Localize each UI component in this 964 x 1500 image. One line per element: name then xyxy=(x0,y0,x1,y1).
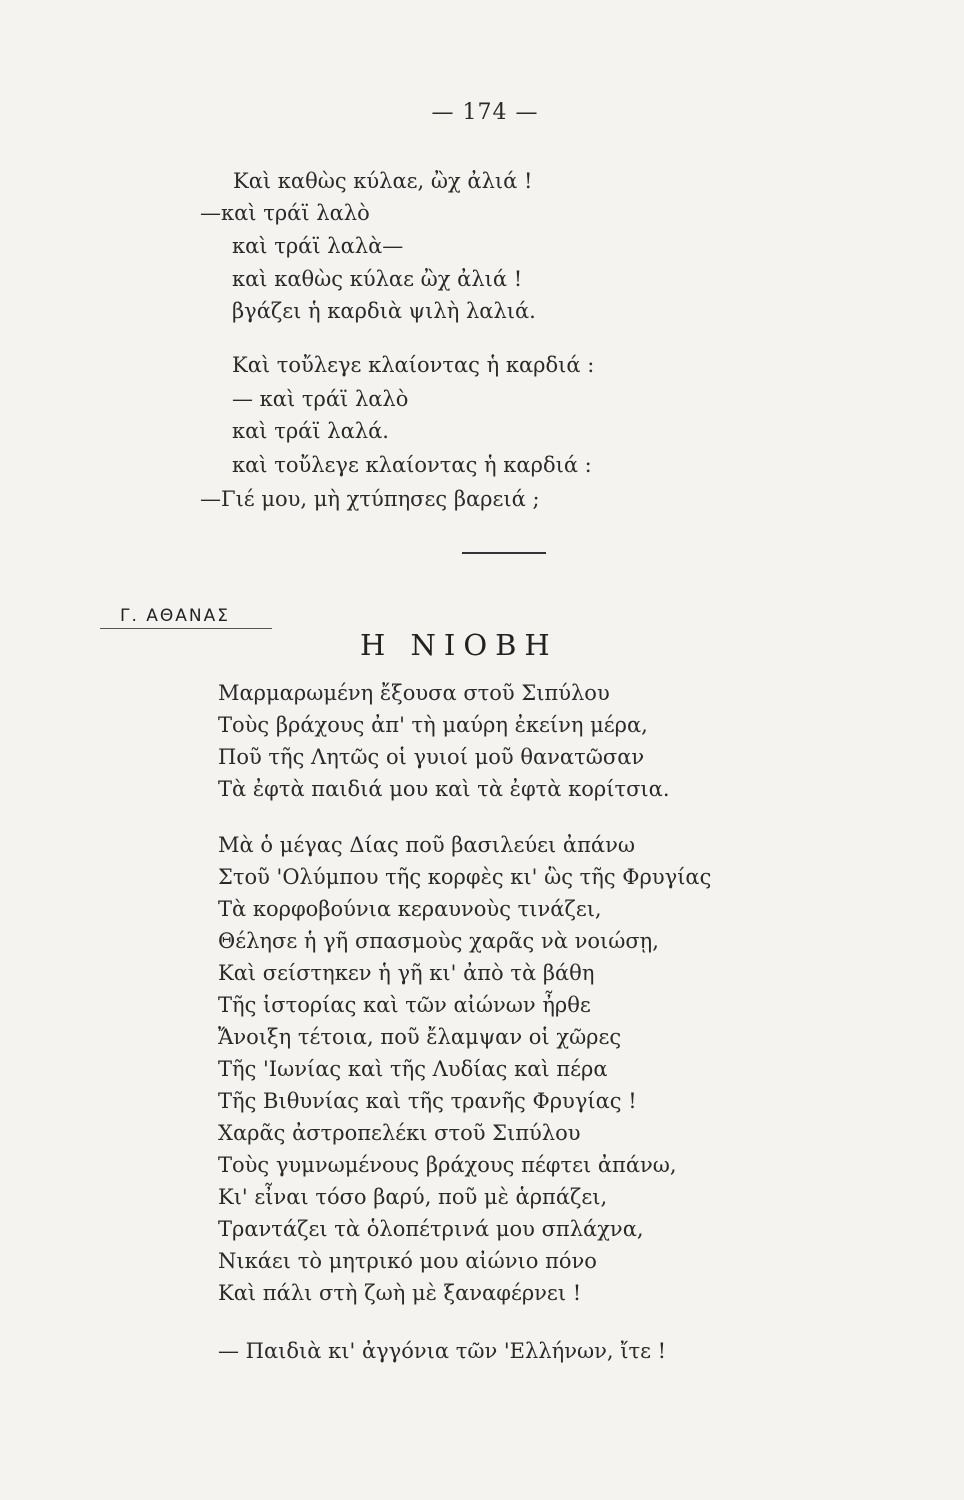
page-number: — 174 — xyxy=(431,100,539,125)
poem-closing-line: — Παιδιὰ κι' ἀγγόνια τῶν 'Ελλήνων, ἴτε ! xyxy=(218,1339,667,1363)
poem-line: Τὰ ἐφτὰ παιδιά μου καὶ τὰ ἐφτὰ κορίτσια. xyxy=(218,777,670,801)
poem-line: Νικάει τὸ μητρικό μου αἰώνιο πόνο xyxy=(218,1249,597,1273)
poem-line: Καὶ πάλι στὴ ζωὴ μὲ ξαναφέρνει ! xyxy=(218,1281,582,1305)
poem-line: Μαρμαρωμένη ἔξουσα στοῦ Σιπύλου xyxy=(218,681,610,705)
poem-line: Κι' εἶναι τόσο βαρύ, ποῦ μὲ ἁρπάζει, xyxy=(218,1185,608,1209)
poem-line: Τῆς ἱστορίας καὶ τῶν αἰώνων ἦρθε xyxy=(218,993,591,1017)
poem-line: Τῆς 'Ιωνίας καὶ τῆς Λυδίας καὶ πέρα xyxy=(218,1057,608,1081)
poem-line: Τὰ κορφοβούνια κεραυνοὺς τινάζει, xyxy=(218,897,602,921)
poem-title: Η ΝΙΟΒΗ xyxy=(360,628,558,662)
top-poem-line: καὶ τράϊ λαλά. xyxy=(232,419,389,443)
top-poem-line: — καὶ τράϊ λαλὸ xyxy=(232,387,409,411)
poem-line: Τῆς Βιθυνίας καὶ τῆς τρανῆς Φρυγίας ! xyxy=(218,1089,637,1113)
top-poem-line: βγάζει ἡ καρδιὰ ψιλὴ λαλιά. xyxy=(232,299,536,323)
poem-line: Θέλησε ἡ γῆ σπασμοὺς χαρᾶς νὰ νοιώσῃ, xyxy=(218,929,659,953)
author-underline xyxy=(100,628,272,629)
top-poem-line: καὶ τοὔλεγε κλαίοντας ἡ καρδιά : xyxy=(232,453,592,477)
poem-line: Ἄνοιξη τέτοια, ποῦ ἔλαμψαν οἱ χῶρες xyxy=(218,1025,622,1049)
poem-line: Στοῦ 'Ολύμπου τῆς κορφὲς κι' ὣς τῆς Φρυγίας xyxy=(218,865,712,889)
top-poem-line: Καὶ τοὔλεγε κλαίοντας ἡ καρδιά : xyxy=(232,353,595,377)
section-divider xyxy=(462,552,546,554)
poem-line: Χαρᾶς ἀστροπελέκι στοῦ Σιπύλου xyxy=(218,1121,581,1145)
poem-line: Τραντάζει τὰ ὁλοπέτρινά μου σπλάχνα, xyxy=(218,1217,644,1241)
poem-line: Ποῦ τῆς Λητῶς οἱ γυιοί μοῦ θανατῶσαν xyxy=(218,745,645,769)
poem-line: Τοὺς βράχους ἀπ' τὴ μαύρη ἐκείνη μέρα, xyxy=(218,713,648,737)
poem-line: Μὰ ὁ μέγας Δίας ποῦ βασιλεύει ἀπάνω xyxy=(218,833,635,857)
top-poem-line: Καὶ καθὼς κύλαε, ὢχ ἀλιά ! xyxy=(233,169,533,193)
top-poem-line: καὶ τράϊ λαλὰ— xyxy=(232,234,404,258)
poem-line: Τοὺς γυμνωμένους βράχους πέφτει ἀπάνω, xyxy=(218,1153,677,1177)
top-poem-line: καὶ καθὼς κύλαε ὢχ ἀλιά ! xyxy=(232,267,523,291)
top-poem-line: —Γιέ μου, μὴ χτύπησες βαρειά ; xyxy=(200,487,540,511)
poem-line: Καὶ σείστηκεν ἡ γῆ κι' ἀπὸ τὰ βάθη xyxy=(218,961,595,985)
author-name: Γ. ΑΘΑΝΑΣ xyxy=(120,606,231,626)
top-poem-line: —καὶ τράϊ λαλὸ xyxy=(200,201,370,225)
